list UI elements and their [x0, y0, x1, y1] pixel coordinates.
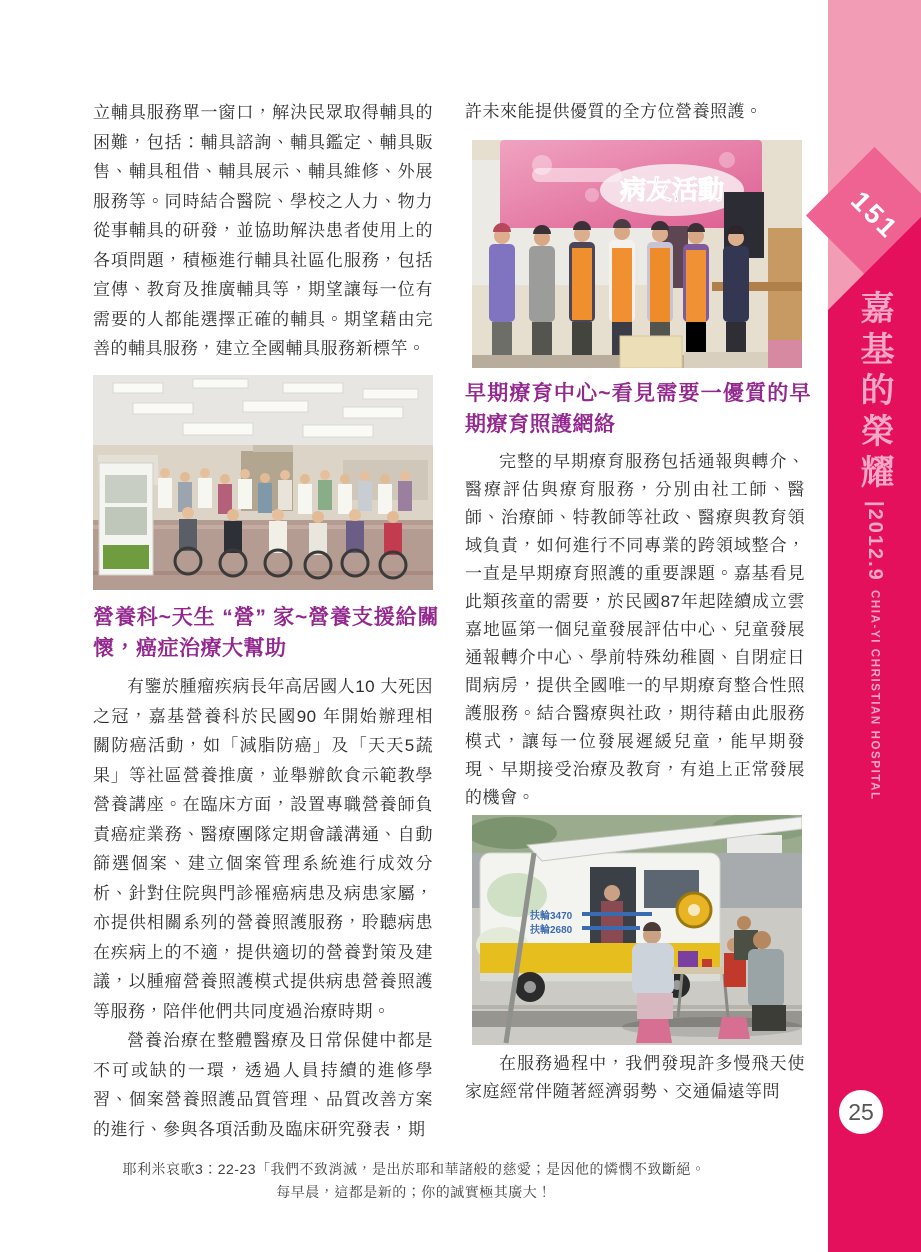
right-body-text — [465, 448, 805, 812]
page-number: 25 — [848, 1098, 874, 1125]
paragraph-text: 立輔具服務單一窗口，解決民眾取得輔具的困難，包括：輔具諮詢、輔具鑑定、輔具販售、輔具租借、輔具展示、輔具維修、外展服務等。同時結合醫院、學校之人力、物力從事輔具的研發，並協助解決患者使用上的各項問題，積極進行輔具社區化服務，包括宣傳、教育及推廣輔具等，期望讓每一位有需要的人都能選擇正確的輔具。期望藉由完善的輔具服務，建立全國輔具服務新標竿。 — [93, 103, 433, 358]
verse-line-2: 每早晨，這都是新的；你的誠實極其廣大！ — [276, 1184, 552, 1200]
event-banner — [500, 140, 762, 228]
footer-verse — [0, 1158, 828, 1204]
paragraph-text: 營養治療在整體醫療及日常保健中都是不可或缺的一環，透過人員持續的進修學習、個案營養照護品質管理、品質改善方案的進行、參與各項活動及臨床研究發表，期 — [93, 1031, 433, 1139]
roll-up-banner — [99, 463, 153, 575]
sidebar-vertical-text — [850, 290, 899, 800]
article-heading-nutrition: 營養科~天生 “營” 家~營養支援給關懷，癌症治療大幫助 — [93, 606, 439, 660]
page-number-badge — [839, 1090, 883, 1134]
right-continued-paragraph — [465, 98, 805, 126]
pink-stool — [718, 1017, 750, 1039]
paragraph-text: 完整的早期療育服務包括通報與轉介、醫療評估與療育服務，分別由社工師、醫師、治療師、特教師等社政、醫療與教育領域負責，如何進行不同專業的跨領域整合，一直是早期療育照護的重要課題。嘉基看見此類孩童的需要，於民國87年起陸續成立雲嘉地區第一個兒童發展評估中心、兒童發展通報轉介中心、學前特殊幼稚園、自閉症日間病房，提供全國唯一的早期療育整合性照護服務。結合醫療與社政，期待藉由此服務模式，讓每一位發展遲緩兒童，能早期發現、早期接受治療及教育，有追上正常發展的機會。 — [465, 452, 805, 807]
photo-stage-group — [472, 140, 802, 368]
van-lettering-2: 扶輪2680 — [530, 925, 573, 936]
issue-sidebar — [828, 0, 921, 1252]
verse-line-1: 耶利米哀歌3：22-23「我們不致消滅，是出於耶和華諸般的慈愛；是因他的憐憫不致斷絕。 — [122, 1161, 706, 1177]
van-graphic — [476, 853, 720, 1002]
issue-number-badge: 151 — [845, 185, 905, 245]
right-closing-paragraph — [465, 1050, 805, 1106]
article-heading-early-intervention: 早期療育中心~看見需要一優質的早期療育照護網絡 — [465, 382, 811, 436]
hospital-name-en: CHIA-YI CHRISTIAN HOSPITAL — [868, 589, 881, 801]
stage-photo-illustration — [472, 140, 802, 368]
group-photo-illustration — [93, 375, 433, 590]
van-photo-illustration — [472, 815, 802, 1045]
photo-group-indoor — [93, 375, 433, 590]
banner-title-text: 病友活動 — [619, 175, 725, 205]
left-body-text — [93, 672, 433, 1144]
publication-date: |2012.9 — [864, 501, 886, 582]
paragraph-text: 有鑒於腫瘤疾病長年高居國人10 大死因之冠，嘉基營養科於民國90 年開始辦理相關防癌活動，如「減脂防癌」及「天天5蔬果」等社區營養推廣，並舉辦飲食示範教學營養講座。在臨床方面，設置專職營養師負責癌症業務、醫療團隊定期會議溝通、自動篩選個案、建立個案管理系統進行成效分析、針對住院與門診罹癌病患及病患家屬，亦提供相關系列的營養照護服務，聆聽病患在疾病上的不適，提供適切的營養對策及建議，以腫瘤營養照護模式提供病患營養照護等服務，陪伴他們共同度過治療時期。 — [93, 677, 433, 1021]
paragraph-text: 在服務過程中，我們發現許多慢飛天使家庭經常伴隨著經濟弱勢、交通偏遠等問 — [465, 1054, 805, 1101]
paragraph-text: 許未來能提供優質的全方位營養照護。 — [465, 102, 763, 121]
pink-stool — [636, 1019, 672, 1043]
van-lettering-1: 扶輪3470 — [530, 911, 573, 922]
photo-outreach-van — [472, 815, 802, 1045]
publication-title: 嘉基的榮耀 — [855, 290, 893, 495]
left-continued-paragraph — [93, 98, 433, 364]
